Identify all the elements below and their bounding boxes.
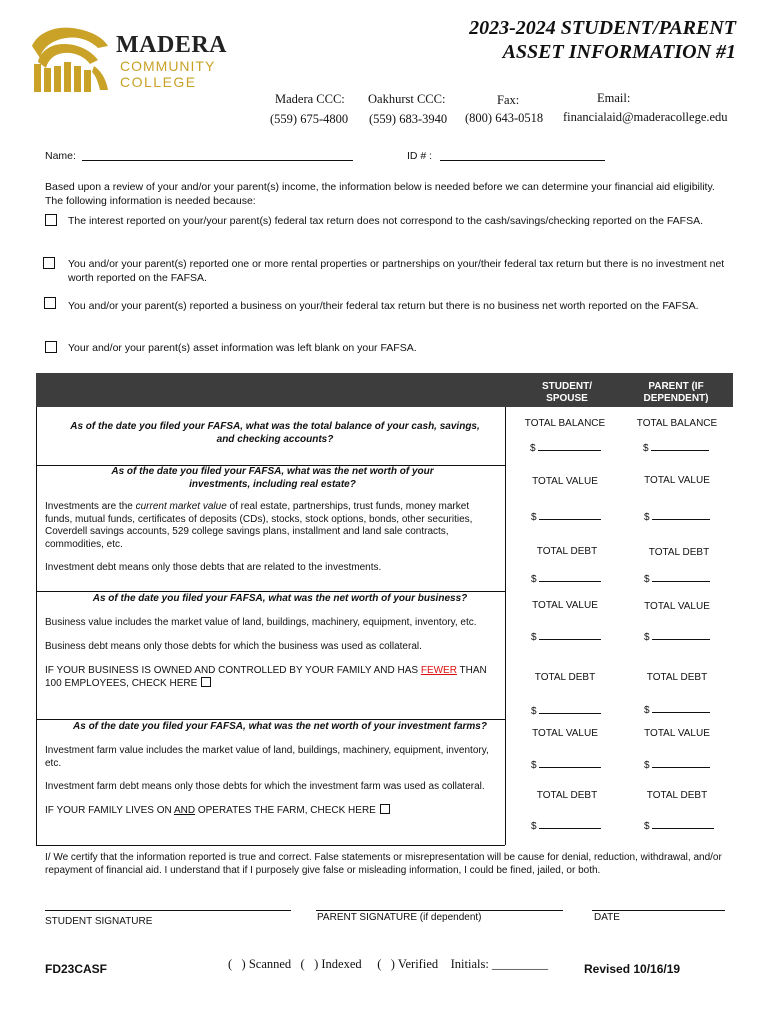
logo-word-community: COMMUNITY [120, 58, 216, 74]
table-row-divider-2 [36, 591, 505, 592]
student-investment-debt[interactable] [531, 571, 601, 585]
form-title-line2: ASSET INFORMATION #1 [502, 41, 736, 63]
farm-debt-description: Investment farm debt means only those debts for which the investment farm was used as collateral. [45, 781, 485, 792]
logo-word-college: COLLEGE [120, 74, 197, 90]
question-investments: As of the date you filed your FAFSA, what was the net worth of your investments, including real estate? [111, 466, 434, 490]
question-business: As of the date you filed your FAFSA, what was the net worth of your business? [92, 593, 468, 604]
parent-total-balance-label: TOTAL BALANCE [636, 418, 718, 429]
dollar-sign: $ [644, 632, 650, 643]
parent-farm-value[interactable] [644, 757, 710, 771]
parent-farm-debt[interactable] [644, 818, 714, 832]
student-business-debt[interactable] [531, 703, 601, 717]
business-value-description: Business value includes the market value of land, buildings, machinery, equipment, inventory, etc. [45, 617, 477, 628]
id-field[interactable] [407, 149, 607, 163]
date-label: DATE [594, 912, 620, 923]
id-line[interactable] [440, 160, 605, 161]
logo-mark-icon [28, 26, 112, 94]
table-bottom-border [36, 845, 505, 846]
student-farm-value-label: TOTAL VALUE [532, 728, 598, 739]
certification-text: I/ We certify that the information reported is true and correct. False statements or misrepresentation will be cause for denial, reduction, withdrawal, and/or repayment of financial aid. I understand that if I purposely give false or misleading information, I could be fined, jailed, or both. [45, 852, 722, 876]
fewer-emphasis: FEWER [420, 665, 457, 676]
parent-farm-value-label: TOTAL VALUE [644, 728, 710, 739]
logo-word-madera: MADERA [116, 32, 227, 58]
revised-date: Revised 10/16/19 [584, 962, 681, 976]
investments-desc-pre: Investments are the [45, 501, 136, 512]
dollar-sign: $ [531, 512, 537, 523]
student-signature-label: STUDENT SIGNATURE [45, 916, 153, 927]
form-title-line1: 2023-2024 STUDENT/PARENT [469, 17, 736, 39]
reason-text-4: Your and/or your parent(s) asset information was left blank on your FAFSA. [68, 342, 417, 354]
date-line[interactable] [592, 910, 725, 911]
student-total-balance-label: TOTAL BALANCE [524, 418, 606, 429]
question-investment-farms: As of the date you filed your FAFSA, what was the net worth of your investment farms? [73, 721, 487, 732]
col-header-student: STUDENT/ SPOUSE [542, 381, 592, 404]
student-investment-value-label: TOTAL VALUE [532, 476, 598, 487]
family-farm-checkbox[interactable] [380, 804, 390, 814]
family-farm-text-post: OPERATES THE FARM, CHECK HERE [195, 805, 376, 816]
dollar-sign: $ [531, 821, 537, 832]
parent-business-debt[interactable] [644, 702, 710, 716]
form-code: FD23CASF [45, 962, 108, 976]
investments-desc-emphasis: current market value [135, 501, 227, 512]
parent-business-value-label: TOTAL VALUE [644, 601, 710, 612]
oakhurst-label: Oakhurst CCC: [368, 92, 446, 106]
oakhurst-phone: (559) 683-3940 [369, 112, 448, 126]
dollar-sign: $ [644, 574, 650, 585]
parent-investment-debt-label: TOTAL DEBT [648, 547, 710, 558]
reason-text-3: You and/or your parent(s) reported a business on your/their federal tax return but there is no business net worth reported on the FAFSA. [68, 300, 699, 312]
student-farm-debt-label: TOTAL DEBT [536, 790, 598, 801]
reason-text-1: The interest reported on your/your parent(s) federal tax return does not correspond to the cash/savings/checking reported on the FAFSA. [68, 215, 704, 227]
office-use-line: ( ) Scanned ( ) Indexed ( ) Verified Initials: _________ [228, 957, 549, 971]
family-farm-check[interactable] [45, 804, 500, 818]
form-title [469, 16, 736, 64]
farm-value-description: Investment farm value includes the market value of land, buildings, machinery, equipment, inventory, etc. [45, 745, 489, 769]
small-business-text-post: THAN 100 EMPLOYEES, CHECK HERE [45, 665, 487, 689]
dollar-sign: $ [643, 443, 649, 454]
parent-signature-label: PARENT SIGNATURE (if dependent) [317, 912, 482, 923]
email-value: financialaid@maderacollege.edu [563, 110, 728, 124]
dollar-sign: $ [644, 821, 650, 832]
reason-text-2: You and/or your parent(s) reported one or more rental properties or partnerships on your/their federal tax return but there is no investment net worth reported on the FAFSA. [68, 258, 725, 284]
student-cash-amount[interactable] [530, 440, 601, 454]
student-business-value-label: TOTAL VALUE [532, 600, 598, 611]
student-farm-debt[interactable] [531, 818, 601, 832]
table-row-divider-3 [36, 719, 505, 720]
name-line[interactable] [82, 160, 353, 161]
fax-label: Fax: [497, 93, 520, 107]
question-cash: As of the date you filed your FAFSA, what was the total balance of your cash, savings, and checking accounts? [70, 421, 480, 445]
parent-signature-line[interactable] [316, 910, 563, 911]
dollar-sign: $ [644, 760, 650, 771]
dollar-sign: $ [644, 705, 650, 716]
reason-checkbox-2[interactable] [43, 257, 55, 269]
investment-debt-description: Investment debt means only those debts that are related to the investments. [45, 562, 382, 573]
dollar-sign: $ [531, 574, 537, 585]
student-investment-debt-label: TOTAL DEBT [536, 546, 598, 557]
student-business-value[interactable] [531, 629, 601, 643]
small-business-check[interactable] [45, 664, 500, 690]
student-farm-value[interactable] [531, 757, 601, 771]
table-header-bar [36, 373, 733, 407]
and-emphasis: AND [173, 805, 196, 816]
business-debt-description: Business debt means only those debts for which the business was used as collateral. [45, 641, 422, 652]
madera-phone: (559) 675-4800 [270, 112, 349, 126]
dollar-sign: $ [530, 443, 536, 454]
college-logo [28, 26, 228, 96]
small-business-checkbox[interactable] [201, 677, 211, 687]
family-farm-text-pre: IF YOUR FAMILY LIVES ON [45, 805, 174, 816]
id-label: ID # : [407, 150, 433, 162]
student-signature-line[interactable] [45, 910, 291, 911]
investments-desc-post: of real estate, partnerships, trust funds, money market funds, mutual funds, certificates of deposits (CDs), stocks, stock options, bonds, other securities, Coverdell savings accounts, 529 college savings plans, installment and land sale contracts, commodities, etc. [45, 501, 473, 550]
table-column-divider [505, 407, 506, 845]
fax-number: (800) 643-0518 [465, 111, 544, 125]
name-label: Name: [45, 150, 76, 162]
investments-description [45, 501, 485, 551]
intro-text: Based upon a review of your and/or your parent(s) income, the information below is needed before we can determine your financial aid eligibility. The following information is needed because: [45, 181, 715, 207]
parent-business-value[interactable] [644, 629, 710, 643]
reason-checkbox-1[interactable] [45, 214, 57, 226]
small-business-text-pre: IF YOUR BUSINESS IS OWNED AND CONTROLLED BY YOUR FAMILY AND HAS [45, 665, 421, 676]
dollar-sign: $ [531, 760, 537, 771]
name-field[interactable] [45, 149, 360, 163]
student-business-debt-label: TOTAL DEBT [534, 672, 596, 683]
email-label: Email: [597, 91, 631, 105]
dollar-sign: $ [531, 632, 537, 643]
dollar-sign: $ [531, 706, 537, 717]
col-header-parent: PARENT (IF DEPENDENT) [643, 381, 709, 404]
reason-checkbox-4[interactable] [45, 341, 57, 353]
parent-cash-amount[interactable] [643, 440, 709, 454]
madera-label: Madera CCC: [275, 92, 345, 106]
parent-investment-debt[interactable] [644, 571, 710, 585]
student-investment-value[interactable] [531, 509, 601, 523]
dollar-sign: $ [644, 512, 650, 523]
parent-business-debt-label: TOTAL DEBT [646, 672, 708, 683]
parent-investment-value[interactable] [644, 509, 710, 523]
table-left-border [36, 407, 37, 845]
parent-farm-debt-label: TOTAL DEBT [646, 790, 708, 801]
parent-investment-value-label: TOTAL VALUE [644, 475, 710, 486]
reason-checkbox-3[interactable] [44, 297, 56, 309]
